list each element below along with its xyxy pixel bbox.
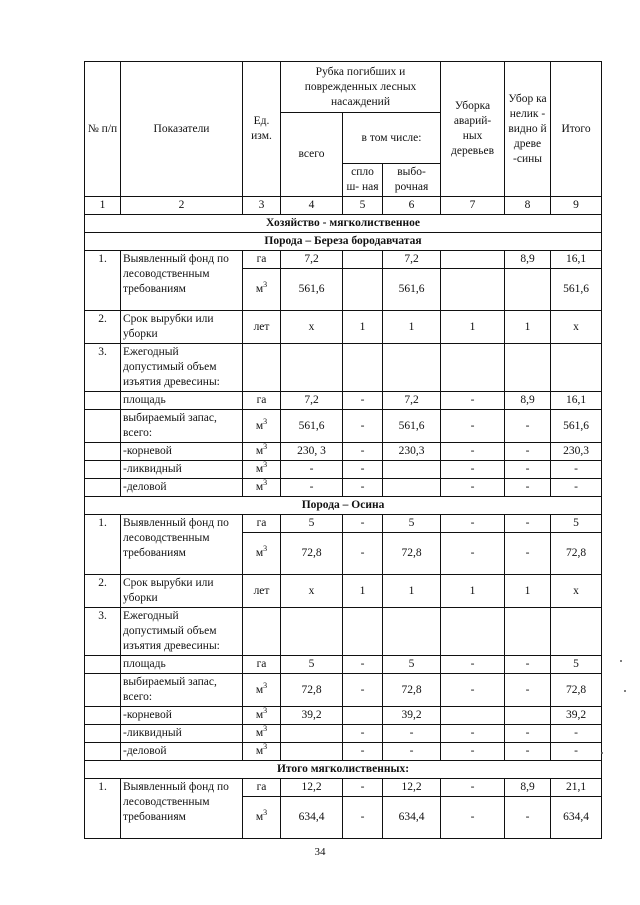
value-cell: - [505, 725, 551, 743]
value-cell: - [343, 533, 383, 575]
empty-cell [85, 392, 121, 410]
value-cell: - [343, 443, 383, 461]
unit-sup: 3 [263, 808, 268, 818]
empty-cell [85, 656, 121, 674]
value-cell: - [505, 515, 551, 533]
unit-sup: 3 [263, 478, 268, 488]
row-label: Выявленный фонд по лесоводственным требованиям [121, 515, 243, 575]
row-label: -ликвидный [121, 725, 243, 743]
value-cell: - [441, 410, 505, 443]
header-row [85, 62, 602, 113]
unit-cell: га [243, 656, 281, 674]
unit-sup: 3 [263, 724, 268, 734]
value-cell: - [505, 797, 551, 839]
value-cell: - [383, 743, 441, 761]
value-cell: 21,1 [551, 779, 602, 797]
row-label: выбираемый запас, всего: [121, 674, 243, 707]
value-cell: 72,8 [551, 674, 602, 707]
value-cell: - [343, 674, 383, 707]
unit-sup: 3 [263, 442, 268, 452]
empty-cell [243, 344, 281, 392]
empty-cell [85, 410, 121, 443]
value-cell: - [281, 479, 343, 497]
empty-cell [383, 344, 441, 392]
row-label: -ликвидный [121, 461, 243, 479]
value-cell: 1 [383, 311, 441, 344]
empty-cell [551, 608, 602, 656]
scan-speck [620, 660, 622, 662]
header-unit: Ед. изм. [243, 62, 281, 197]
value-cell: - [441, 479, 505, 497]
value-cell: 1 [505, 311, 551, 344]
col-number: 9 [551, 197, 602, 215]
scan-speck [624, 690, 626, 692]
value-cell: - [551, 725, 602, 743]
empty-cell [85, 674, 121, 707]
header-unliquid: Убор ка нелик - видно й древе -сины [505, 62, 551, 197]
empty-cell [281, 344, 343, 392]
row-label: -деловой [121, 743, 243, 761]
value-cell [505, 707, 551, 725]
value-cell: - [343, 656, 383, 674]
row-label: площадь [121, 392, 243, 410]
value-cell: 8,9 [505, 392, 551, 410]
value-cell: - [441, 656, 505, 674]
value-cell: - [281, 461, 343, 479]
value-cell: 16,1 [551, 251, 602, 269]
value-cell: 72,8 [383, 674, 441, 707]
row-number: 2. [85, 575, 121, 608]
value-cell: 561,6 [281, 269, 343, 311]
value-cell: 634,4 [551, 797, 602, 839]
value-cell: 5 [551, 656, 602, 674]
value-cell: - [343, 461, 383, 479]
value-cell: 72,8 [551, 533, 602, 575]
unit-text: м [255, 419, 264, 432]
row-label: -корневой [121, 443, 243, 461]
value-cell: 561,6 [551, 269, 602, 311]
section-row [85, 215, 602, 233]
unit-cell: га [243, 251, 281, 269]
section-row [85, 233, 602, 251]
header-emergency: Уборка аварий- ных деревьев [441, 62, 505, 197]
unit-cell: га [243, 779, 281, 797]
value-cell: - [505, 443, 551, 461]
empty-cell [343, 608, 383, 656]
value-cell: 39,2 [281, 707, 343, 725]
value-cell: 72,8 [281, 533, 343, 575]
unit-text: м [255, 709, 264, 721]
unit-cell: га [243, 392, 281, 410]
value-cell: 12,2 [383, 779, 441, 797]
value-cell: 5 [383, 656, 441, 674]
value-cell [441, 251, 505, 269]
value-cell [383, 461, 441, 479]
value-cell: 39,2 [551, 707, 602, 725]
row-label: площадь [121, 656, 243, 674]
empty-cell [441, 344, 505, 392]
value-cell: - [441, 743, 505, 761]
value-cell: 72,8 [383, 533, 441, 575]
col-number: 2 [121, 197, 243, 215]
value-cell: 5 [281, 656, 343, 674]
unit-text: м [255, 727, 264, 739]
table-row [85, 479, 602, 497]
table-row [85, 443, 602, 461]
value-cell: 5 [383, 515, 441, 533]
value-cell: 230,3 [551, 443, 602, 461]
value-cell: - [343, 797, 383, 839]
col-number: 4 [281, 197, 343, 215]
unit-cell: лет [243, 575, 281, 608]
value-cell: 230, 3 [281, 443, 343, 461]
value-cell: - [343, 743, 383, 761]
row-label: Срок вырубки или уборки [121, 575, 243, 608]
empty-cell [505, 344, 551, 392]
value-cell: 72,8 [281, 674, 343, 707]
value-cell: 16,1 [551, 392, 602, 410]
table-row [85, 392, 602, 410]
value-cell: - [505, 410, 551, 443]
value-cell: 8,9 [505, 779, 551, 797]
value-cell: 1 [383, 575, 441, 608]
unit-text: м [255, 683, 264, 696]
table-row [85, 515, 602, 533]
value-cell: 1 [505, 575, 551, 608]
table-row [85, 461, 602, 479]
unit-text: м [255, 811, 264, 823]
value-cell: 561,6 [383, 410, 441, 443]
empty-cell [551, 344, 602, 392]
unit-cell [243, 797, 281, 839]
unit-cell [243, 461, 281, 479]
table-row [85, 743, 602, 761]
row-number: 3. [85, 344, 121, 392]
col-number: 5 [343, 197, 383, 215]
value-cell: - [441, 725, 505, 743]
empty-cell [85, 743, 121, 761]
header-no: № п/п [85, 62, 121, 197]
value-cell: - [441, 779, 505, 797]
value-cell: - [383, 725, 441, 743]
col-number: 8 [505, 197, 551, 215]
value-cell: 634,4 [281, 797, 343, 839]
table-row [85, 410, 602, 443]
value-cell: - [505, 533, 551, 575]
row-label: -деловой [121, 479, 243, 497]
value-cell: - [343, 515, 383, 533]
empty-cell [383, 608, 441, 656]
unit-cell: га [243, 515, 281, 533]
value-cell: 230,3 [383, 443, 441, 461]
value-cell: 561,6 [383, 269, 441, 311]
value-cell [281, 725, 343, 743]
unit-cell [243, 269, 281, 311]
value-cell: - [505, 674, 551, 707]
value-cell: 7,2 [383, 392, 441, 410]
section-row [85, 497, 602, 515]
value-cell [281, 743, 343, 761]
unit-cell [243, 479, 281, 497]
value-cell [343, 251, 383, 269]
col-number: 3 [243, 197, 281, 215]
value-cell [343, 707, 383, 725]
header-indicators: Показатели [121, 62, 243, 197]
empty-cell [85, 443, 121, 461]
value-cell: 561,6 [551, 410, 602, 443]
value-cell: - [551, 479, 602, 497]
unit-sup: 3 [263, 460, 268, 470]
unit-cell [243, 743, 281, 761]
section-row [85, 761, 602, 779]
table-row [85, 656, 602, 674]
empty-cell [85, 461, 121, 479]
value-cell: 1 [441, 311, 505, 344]
unit-cell [243, 443, 281, 461]
value-cell: - [505, 479, 551, 497]
unit-text: м [255, 481, 264, 493]
unit-cell [243, 533, 281, 575]
value-cell: - [343, 779, 383, 797]
table-row [85, 725, 602, 743]
section-aspen: Порода – Осина [85, 497, 602, 515]
value-cell: х [551, 575, 602, 608]
header-clear: спло ш- ная [343, 164, 383, 197]
empty-cell [281, 608, 343, 656]
unit-sup: 3 [263, 280, 268, 290]
value-cell: х [281, 575, 343, 608]
empty-cell [343, 344, 383, 392]
empty-cell [85, 725, 121, 743]
value-cell: - [505, 656, 551, 674]
value-cell: 7,2 [281, 392, 343, 410]
table-row [85, 674, 602, 707]
row-label: Выявленный фонд по лесоводственным требованиям [121, 779, 243, 839]
value-cell: 1 [343, 311, 383, 344]
value-cell [505, 269, 551, 311]
row-label: -корневой [121, 707, 243, 725]
value-cell: 12,2 [281, 779, 343, 797]
value-cell: 5 [281, 515, 343, 533]
section-total: Итого мягколиственных: [85, 761, 602, 779]
table-row [85, 251, 602, 269]
value-cell: - [551, 743, 602, 761]
header-total: всего [281, 113, 343, 197]
value-cell: - [441, 797, 505, 839]
value-cell: - [343, 410, 383, 443]
value-cell: - [441, 674, 505, 707]
value-cell: 8,9 [505, 251, 551, 269]
row-label: Ежегодный допустимый объем изъятия древесины: [121, 608, 243, 656]
row-number: 3. [85, 608, 121, 656]
table-row [85, 344, 602, 392]
table-row [85, 608, 602, 656]
value-cell: 1 [343, 575, 383, 608]
row-number: 1. [85, 515, 121, 575]
unit-cell: лет [243, 311, 281, 344]
unit-sup: 3 [263, 680, 268, 690]
forest-felling-table [84, 61, 602, 839]
empty-cell [243, 608, 281, 656]
empty-cell [505, 608, 551, 656]
unit-text: м [255, 745, 264, 757]
value-cell: - [441, 461, 505, 479]
empty-cell [85, 707, 121, 725]
value-cell: - [505, 461, 551, 479]
value-cell [343, 269, 383, 311]
value-cell: - [441, 392, 505, 410]
value-cell: 39,2 [383, 707, 441, 725]
value-cell [441, 707, 505, 725]
value-cell: - [343, 725, 383, 743]
row-number: 1. [85, 251, 121, 311]
col-number: 6 [383, 197, 441, 215]
value-cell: - [441, 443, 505, 461]
value-cell [383, 479, 441, 497]
table-row [85, 779, 602, 797]
value-cell: - [441, 515, 505, 533]
value-cell: - [343, 392, 383, 410]
row-label: Ежегодный допустимый объем изъятия древесины: [121, 344, 243, 392]
header-including: в том числе: [343, 113, 441, 164]
unit-cell [243, 674, 281, 707]
empty-cell [85, 479, 121, 497]
unit-text: м [255, 283, 264, 295]
section-birch: Порода – Береза бородавчатая [85, 233, 602, 251]
col-number: 7 [441, 197, 505, 215]
table-row [85, 575, 602, 608]
value-cell: 7,2 [281, 251, 343, 269]
unit-sup: 3 [263, 706, 268, 716]
unit-text: м [255, 445, 264, 457]
value-cell [441, 269, 505, 311]
section-farm: Хозяйство - мягколиственное [85, 215, 602, 233]
row-number: 1. [85, 779, 121, 839]
value-cell: 5 [551, 515, 602, 533]
empty-cell [441, 608, 505, 656]
value-cell: 1 [441, 575, 505, 608]
unit-cell [243, 410, 281, 443]
table-row [85, 311, 602, 344]
value-cell: - [551, 461, 602, 479]
value-cell: 7,2 [383, 251, 441, 269]
table-row [85, 707, 602, 725]
unit-text: м [255, 463, 264, 475]
value-cell: 561,6 [281, 410, 343, 443]
unit-sup: 3 [263, 416, 268, 426]
value-cell: - [343, 479, 383, 497]
unit-sup: 3 [263, 544, 268, 554]
col-number: 1 [85, 197, 121, 215]
value-cell: 634,4 [383, 797, 441, 839]
header-selective: выбо- рочная [383, 164, 441, 197]
unit-text: м [255, 547, 264, 559]
value-cell: - [505, 743, 551, 761]
header-felling: Рубка погибших и поврежденных лесных насаждений [281, 62, 441, 113]
row-label: выбираемый запас, всего: [121, 410, 243, 443]
unit-sup: 3 [263, 742, 268, 752]
unit-cell [243, 725, 281, 743]
value-cell: - [441, 533, 505, 575]
col-number-row [85, 197, 602, 215]
row-label: Выявленный фонд по лесоводственным требованиям [121, 251, 243, 311]
row-label: Срок вырубки или уборки [121, 311, 243, 344]
page-number: 34 [314, 846, 326, 858]
unit-cell [243, 707, 281, 725]
value-cell: х [551, 311, 602, 344]
row-number: 2. [85, 311, 121, 344]
value-cell: х [281, 311, 343, 344]
header-itogo: Итого [551, 62, 602, 197]
scan-speck [601, 752, 603, 754]
